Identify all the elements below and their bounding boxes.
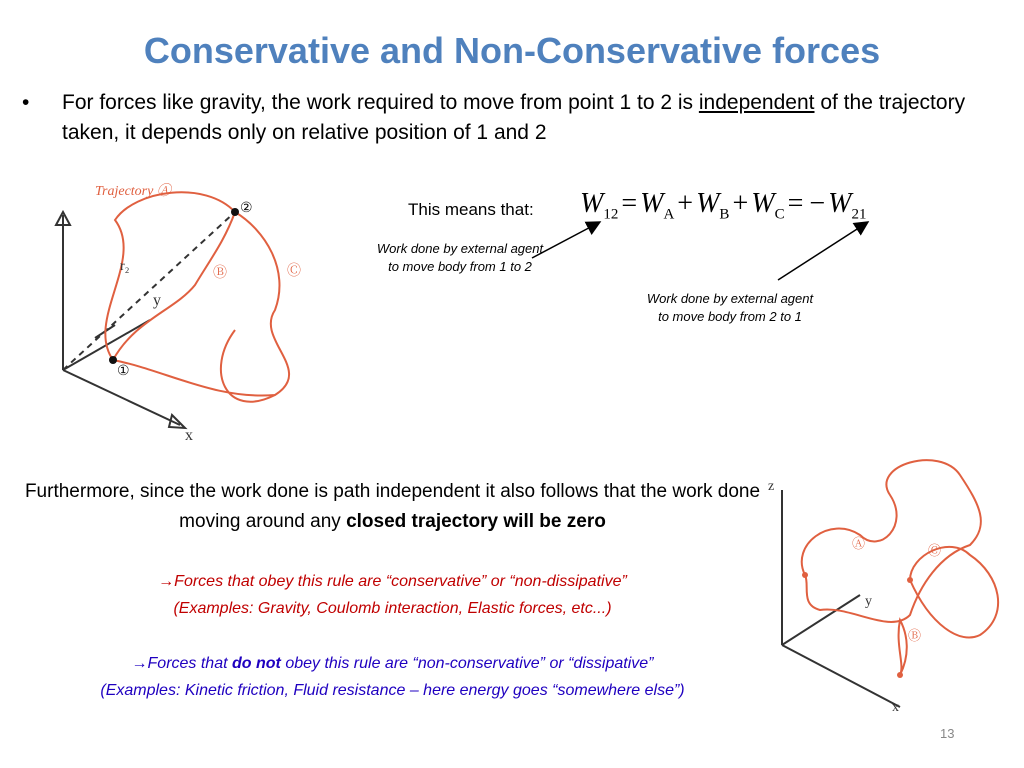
bullet-underlined-word: independent (698, 91, 815, 114)
bullet-text-after: of the trajectory taken, it depends only on relative position of 1 and 2 (62, 91, 966, 144)
bullet-marker: • (22, 91, 30, 114)
label-point-1: ① (117, 364, 130, 379)
label-loop-b: Ⓑ (908, 628, 922, 643)
slide-title: Conservative and Non-Conservative forces (143, 30, 881, 71)
label-r2: r₂ (120, 259, 130, 274)
label-loop-a: Ⓐ (852, 536, 866, 551)
label-trajectory-b: Ⓑ (213, 266, 227, 281)
label-trajectory-a: Trajectory Ⓐ (95, 184, 171, 199)
label-y-axis-2: y (865, 594, 872, 609)
work-equation: $W_{12} = W_A + W_B + W_C$ = − $W_{21}$ (580, 188, 867, 223)
note-work-2-to-1: Work done by external agent to move body from 2 to 1 (646, 291, 814, 324)
label-x-axis: x (185, 427, 193, 444)
closed-trajectory-paragraph: Furthermore, since the work done is path independent it also follows that the work done moving around any closed trajectory will be zero (24, 481, 761, 532)
arrow-note-right (778, 222, 868, 280)
note-work-1-to-2: Work done by external agent to move body from 1 to 2 (376, 241, 544, 274)
closed-trajectory-sketch (760, 445, 1022, 715)
label-point-2: ② (240, 201, 253, 216)
label-trajectory-c: Ⓒ (287, 264, 301, 279)
bullet-text-before: For forces like gravity, the work required to move from point 1 to 2 is (62, 91, 699, 114)
nonconservative-forces-text: →Forces that do not obey this rule are “non-conservative” or “dissipative” (Examples: Kinetic friction, Fluid resistance – here energy goes “somewhere else”) (100, 655, 685, 699)
label-x-axis-2: x (892, 700, 899, 715)
arrow-note-left (532, 222, 600, 258)
conservative-forces-text: →Forces that obey this rule are “conservative” or “non-dissipative” (Examples: Gravity, Coulomb interaction, Elastic forces, etc...) (158, 573, 627, 617)
trajectory-sketch (25, 170, 370, 455)
means-label: This means that: (408, 200, 534, 219)
label-z-axis: z (768, 479, 775, 494)
label-loop-c: Ⓒ (928, 543, 942, 558)
label-y-axis: y (153, 292, 161, 309)
page-number: 13 (940, 726, 955, 741)
